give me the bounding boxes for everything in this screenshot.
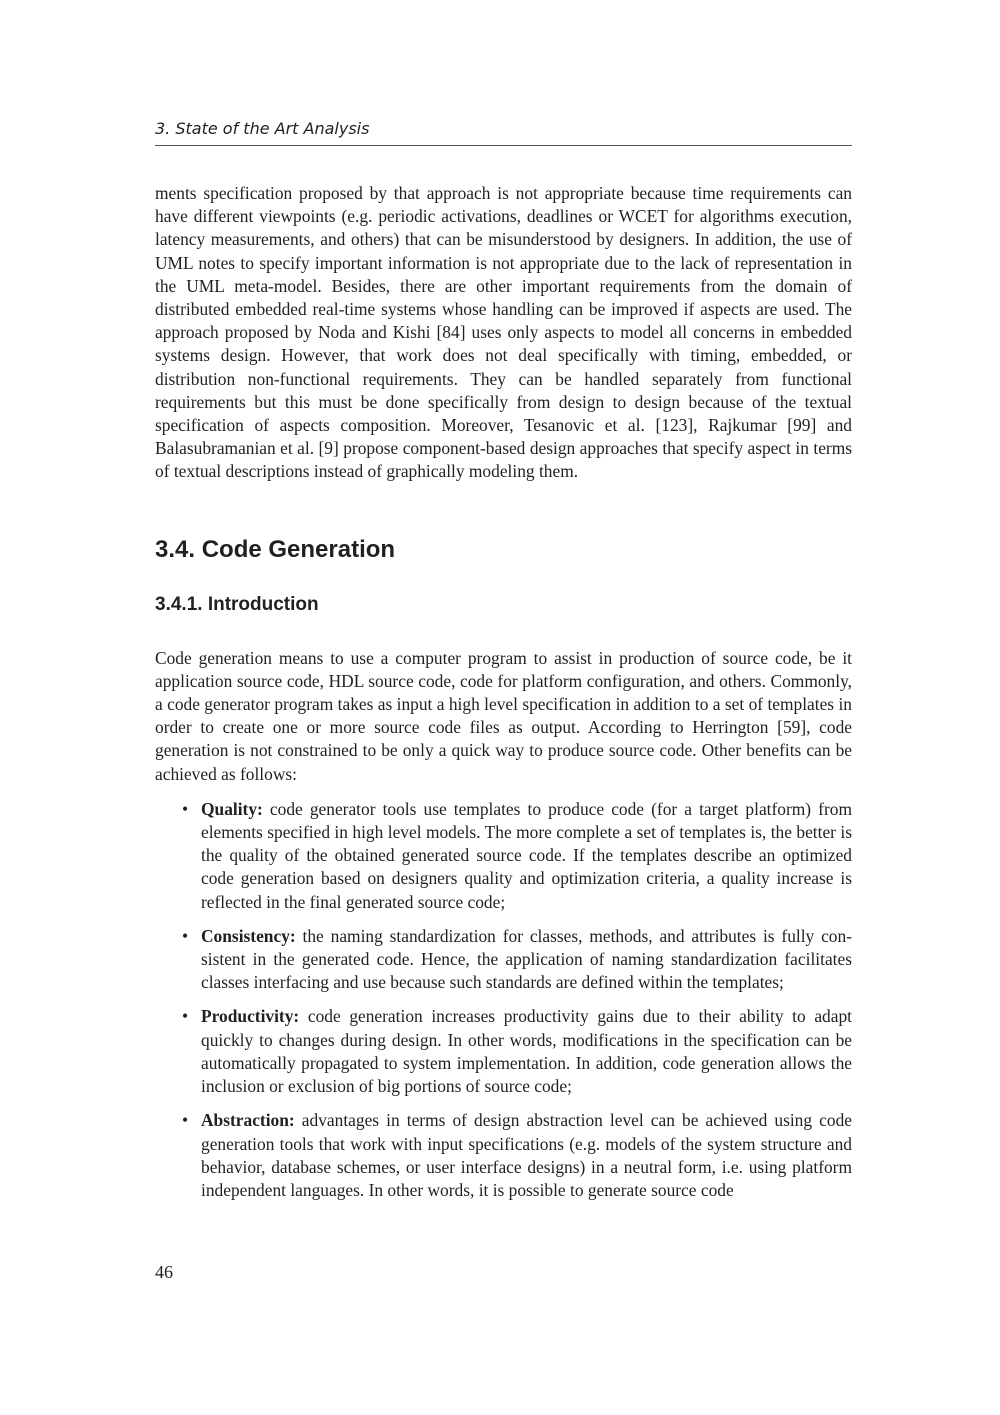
list-item-consistency xyxy=(155,925,852,995)
body-text xyxy=(155,182,852,1213)
bullet-icon: • xyxy=(182,798,189,819)
bullet-icon: • xyxy=(182,925,189,946)
list-item-abstraction xyxy=(155,1109,852,1202)
section-title: 3.4. Code Generation xyxy=(155,535,396,563)
benefits-list xyxy=(155,798,852,1202)
list-item-productivity xyxy=(155,1005,852,1098)
bullet-icon: • xyxy=(182,1006,189,1027)
subsection-title: 3.4.1. Introduction xyxy=(155,593,319,615)
list-item-text: advantages in terms of design abstraction level can be achieved using code generation tools that work with input specifications (e.g. models of the system structure and behavior, database schemes, or user interface designs) in a neutral form, i.e. using platform independent languages. In other words, it is possible to generate source code xyxy=(201,1110,852,1200)
list-item-text: code generator tools use templates to produce code (for a target platform) from elements specified in high level models. The more complete a set of templates is, the better is the quality of the obtained generated source code. If the templates describe an optimized code generation based on designers quality and optimization criteria, a quality increase is reflected in the final generated source code; xyxy=(201,798,852,912)
continued-paragraph: ments specification proposed by that approach is not appropriate because time requirements can have different viewpoints (e.g. periodic activations, deadlines or WCET for algorithms execution, latency measurements, and others) that can be misunderstood by designers. In addition, the use of UML notes to specify important information is not appropriate due to the lack of representation in the UML meta-model. Besides, there are other important requirements from the domain of distributed embedded real-time systems whose handling can be improved if aspects are used. The approach proposed by Noda and Kishi [84] uses only aspects to model all concerns in embedded systems design. However, that work does not deal specifically with timing, embedded, or distribution non-functional requirements. They can be handled separately from functional requirements but this must be done specifically from design to design because of the textual specification of aspects composition. Moreover, Tesanovic et al. [123], Rajkumar [99] and Balasubramanian et al. [9] propose component-based design approaches that specify aspect in terms of textual descriptions instead of graphically modeling them. xyxy=(155,183,852,482)
list-item-term: Productivity: xyxy=(201,1006,300,1027)
list-item-term: Abstraction: xyxy=(201,1110,295,1131)
page-number: 46 xyxy=(155,1262,173,1282)
list-item-text: the naming standardization for classes, methods, and attributes is fully consistent in the generated code. Hence, the application of naming standardization facilitates classes interfacing and use because such standards are defined within the templates; xyxy=(201,925,852,993)
intro-paragraph: Code generation means to use a computer program to assist in production of source code, be it application source code, HDL source code, code for platform configuration, and others. Commonly, a code generator program takes as input a high level specification in addition to a set of templates in order to create one or more source code files as output. According to Herrington [59], code generation is not constrained to be only a quick way to produce source code. Other benefits can be achieved as follows: xyxy=(155,647,852,784)
list-item-text: code generation increases productivity gains due to their ability to adapt quickly to changes during design. In other words, modifications in the specification can be automatically propagated to system implementation. In addition, code generation allows the inclusion or exclusion of big portions of source code; xyxy=(201,1006,852,1097)
running-header: 3. State of the Art Analysis xyxy=(155,119,852,146)
bullet-icon: • xyxy=(182,1110,189,1131)
list-item-term: Quality: xyxy=(201,798,263,819)
list-item-quality xyxy=(155,798,852,914)
list-item-term: Consistency: xyxy=(201,925,296,946)
